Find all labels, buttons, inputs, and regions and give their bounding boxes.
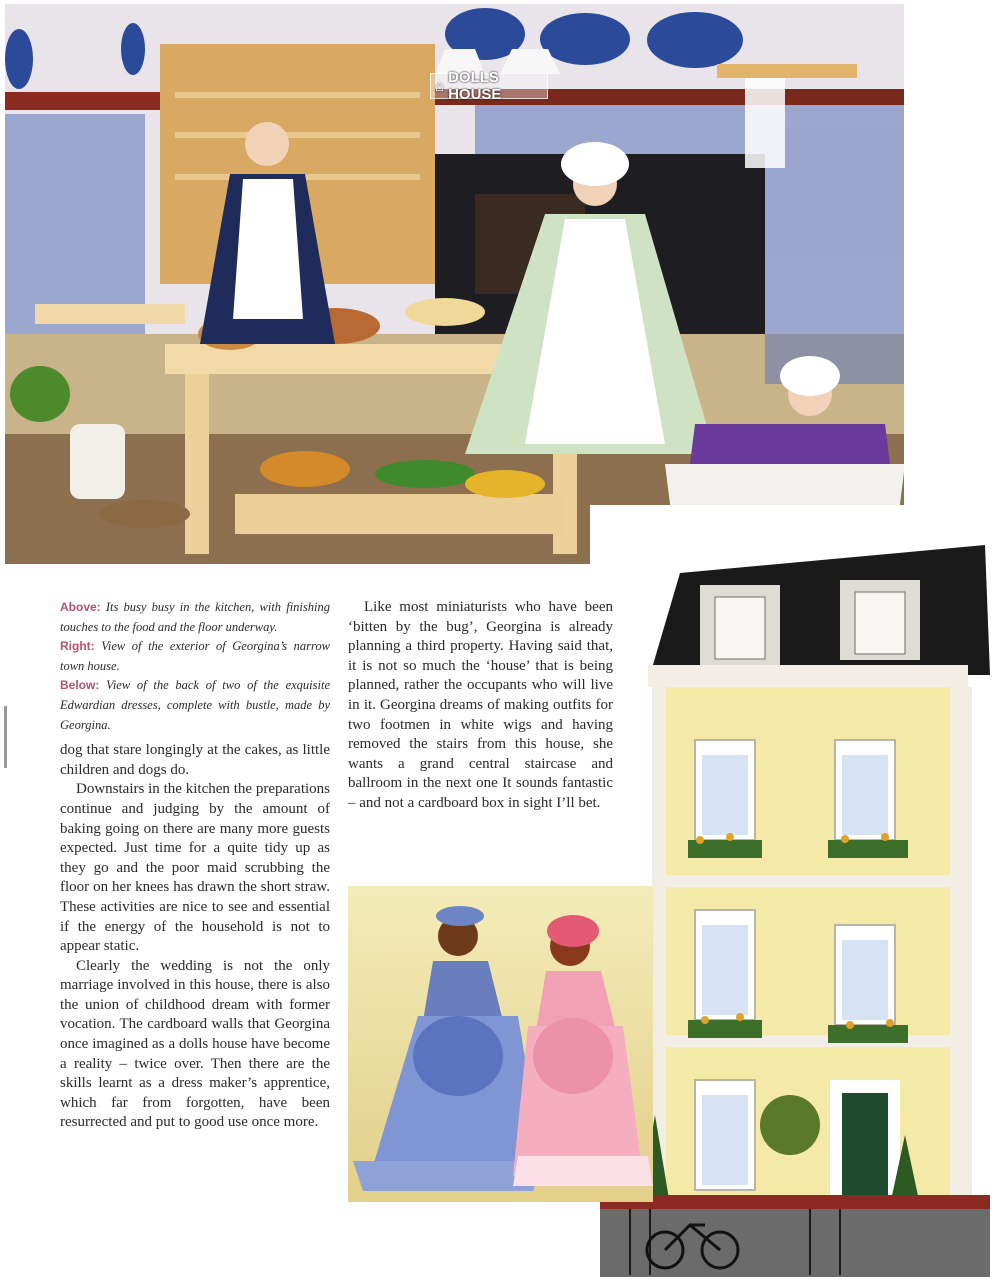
- article-paragraph: Downstairs in the kitchen the preparations continue and judging by the amount of baking going on there are many more guests expected. Just time for a quite tidy up as they go and the poor maid scrubbing the floor on her knees has drawn the short straw. These activities are nice to see and essential if the energy of the household is not to appear static.: [60, 781, 330, 955]
- caption-text: View of the back of two of the exquisite Edwardian dresses, complete with bustle, made by Georgina.: [60, 678, 330, 732]
- article-paragraph: Clearly the wedding is not the only marriage involved in this house, there is also the union of childhood dream with former vocation. The cardboard walls that Georgina once imagined as a dolls house have become a reality – twice over. Then there are the skills learnt as a dress maker’s apprentice, which far from forgotten, have been resurrected and put to good use once more.: [60, 957, 330, 1131]
- article-paragraph: dog that stare longingly at the cakes, as little children and dogs do.: [60, 742, 330, 778]
- caption-below: [60, 676, 330, 735]
- logo: [430, 69, 548, 103]
- logo-text: DOLLS HOUSE: [448, 69, 502, 103]
- caption-lead: Right:: [60, 639, 95, 654]
- caption-lead: Below:: [60, 678, 100, 693]
- caption-above: [60, 598, 330, 637]
- captions: [60, 598, 330, 735]
- article-left-column: [60, 598, 330, 1133]
- caption-text: Its busy busy in the kitchen, with finishing touches to the food and the floor underway.: [60, 600, 330, 634]
- caption-lead: Above:: [60, 600, 101, 614]
- article-right-column: [348, 598, 613, 814]
- caption-text: View of the exterior of Georgina’s narrow town house.: [60, 639, 330, 673]
- house-icon: ⌂: [435, 77, 445, 95]
- article-paragraph: Like most miniaturists who have been ‘bitten by the bug’, Georgina is already planning a third property. Having said that, it is not so much the ‘house’ that is being planned, rather the occupants who will live in it. Georgina dreams of making outfits for two footmen in white wigs and having removed the stairs from this house, she wants a grand central staircase and ballroom in the next one It sounds fantastic – and not a cardboard box in sight I’ll bet.: [348, 599, 613, 811]
- edwardian-dresses-photo: [348, 886, 653, 1202]
- caption-right: [60, 637, 330, 676]
- margin-mark: [4, 706, 7, 768]
